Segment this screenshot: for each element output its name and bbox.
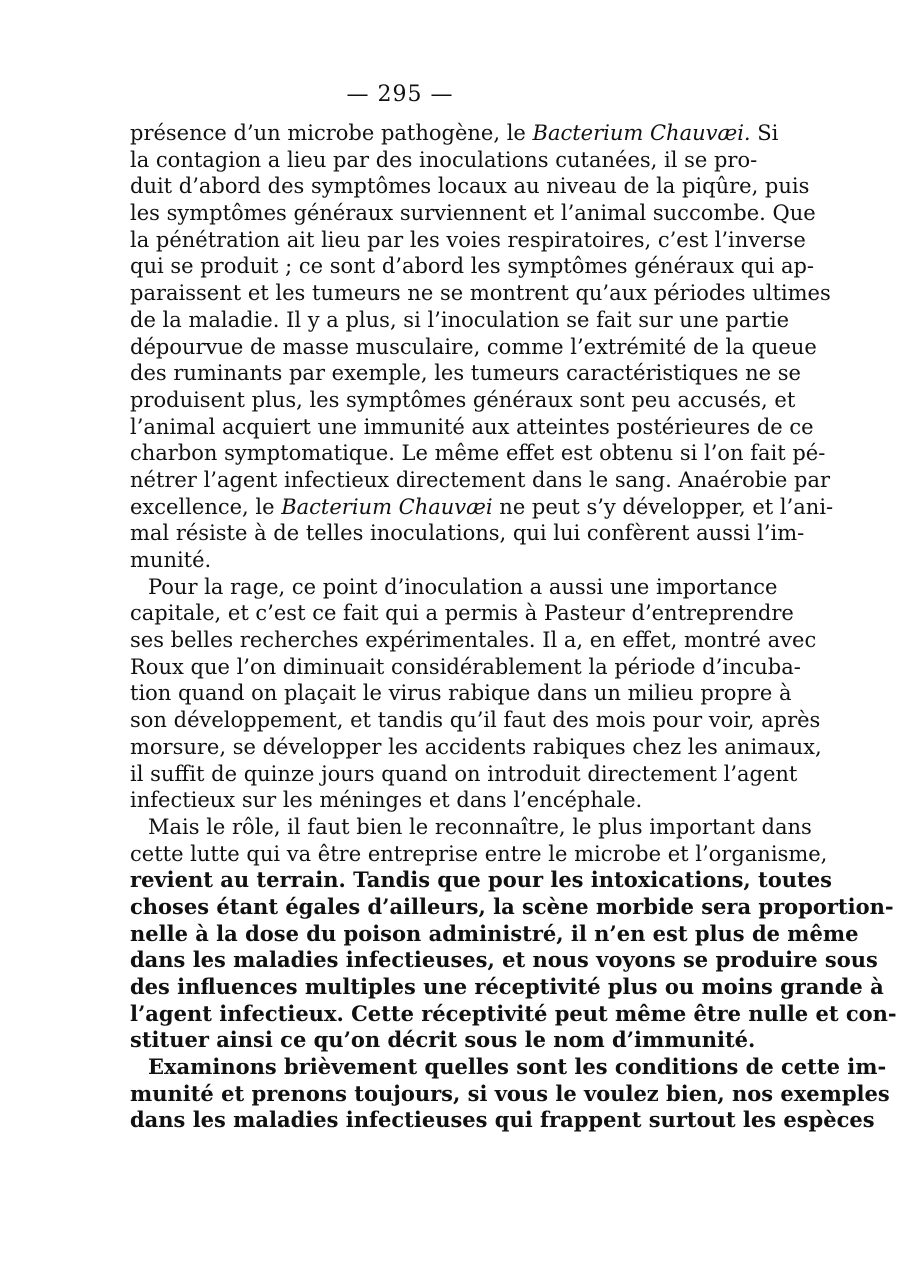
text-line: stituer ainsi ce qu’on décrit sous le nom d’immunité. xyxy=(130,1027,756,1053)
text-line: de la maladie. Il y a plus, si l’inoculation se fait sur une partie xyxy=(130,307,790,332)
text-line: paraissent et les tumeurs ne se montrent qu’aux périodes ultimes xyxy=(130,281,831,306)
text-line: l’agent infectieux. Cette réceptivité peut même être nulle et con- xyxy=(130,1000,897,1026)
text-line: Pour la rage, ce point d’inoculation a aussi une importance xyxy=(148,574,778,599)
text-line: qui se produit ; ce sont d’abord les symptômes généraux qui ap- xyxy=(130,254,815,279)
text-line: des ruminants par exemple, les tumeurs caractéristiques ne se xyxy=(130,361,801,386)
body-text xyxy=(130,120,897,1134)
text-line: duit d’abord des symptômes locaux au niveau de la piqûre, puis xyxy=(130,174,810,199)
text-line: munité. xyxy=(130,548,212,572)
text-line: Examinons brièvement quelles sont les conditions de cette im- xyxy=(148,1054,887,1080)
text-line: infectieux sur les méninges et dans l’encéphale. xyxy=(130,788,643,813)
text-line: les symptômes généraux surviennent et l’animal succombe. Que xyxy=(130,201,816,226)
text-line: excellence, le Bacterium Chauvæi ne peut s’y développer, et l’ani- xyxy=(130,494,834,519)
text-line: nelle à la dose du poison administré, il n’en est plus de même xyxy=(130,920,859,946)
text-line: la contagion a lieu par des inoculations cutanées, il se pro- xyxy=(130,147,758,172)
text-line: nétrer l’agent infectieux directement dans le sang. Anaérobie par xyxy=(130,467,831,492)
text-line: la pénétration ait lieu par les voies respiratoires, c’est l’inverse xyxy=(130,227,806,252)
text-line: cette lutte qui va être entreprise entre le microbe et l’organisme, xyxy=(130,841,828,866)
text-line: mal résiste à de telles inoculations, qui lui confèrent aussi l’im- xyxy=(130,521,805,546)
text-line: produisent plus, les symptômes généraux sont peu accusés, et xyxy=(130,387,796,412)
text-line: Mais le rôle, il faut bien le reconnaître, le plus important dans xyxy=(148,814,812,839)
text-line: capitale, et c’est ce fait qui a permis à Pasteur d’entreprendre xyxy=(130,601,794,626)
text-line: ses belles recherches expérimentales. Il a, en effet, montré avec xyxy=(130,628,817,653)
text-line: munité et prenons toujours, si vous le voulez bien, nos exemples xyxy=(130,1080,890,1106)
text-line: dans les maladies infectieuses, et nous voyons se produire sous xyxy=(130,947,878,973)
page-number: — 295 — xyxy=(346,82,454,107)
text-line: Roux que l’on diminuait considérablement la période d’incuba- xyxy=(130,654,801,679)
text-line: des influences multiples une réceptivité plus ou moins grande à xyxy=(130,974,884,999)
text-line: choses étant égales d’ailleurs, la scène morbide sera proportion- xyxy=(130,893,894,919)
text-line: présence d’un microbe pathogène, le Bacterium Chauvæi. Si xyxy=(130,121,779,145)
text-line: l’animal acquiert une immunité aux atteintes postérieures de ce xyxy=(130,414,814,439)
text-line: dans les maladies infectieuses qui frappent surtout les espèces xyxy=(130,1107,875,1133)
text-line: il suffit de quinze jours quand on introduit directement l’agent xyxy=(130,761,798,786)
text-line: son développement, et tandis qu’il faut des mois pour voir, après xyxy=(130,708,821,733)
text-line: tion quand on plaçait le virus rabique dans un milieu propre à xyxy=(130,681,792,706)
text-line: revient au terrain. Tandis que pour les intoxications, toutes xyxy=(130,867,832,893)
text-line: charbon symptomatique. Le même effet est obtenu si l’on fait pé- xyxy=(130,441,826,466)
text-line: morsure, se développer les accidents rabiques chez les animaux, xyxy=(130,734,822,759)
text-line: dépourvue de masse musculaire, comme l’extrémité de la queue xyxy=(130,334,817,359)
